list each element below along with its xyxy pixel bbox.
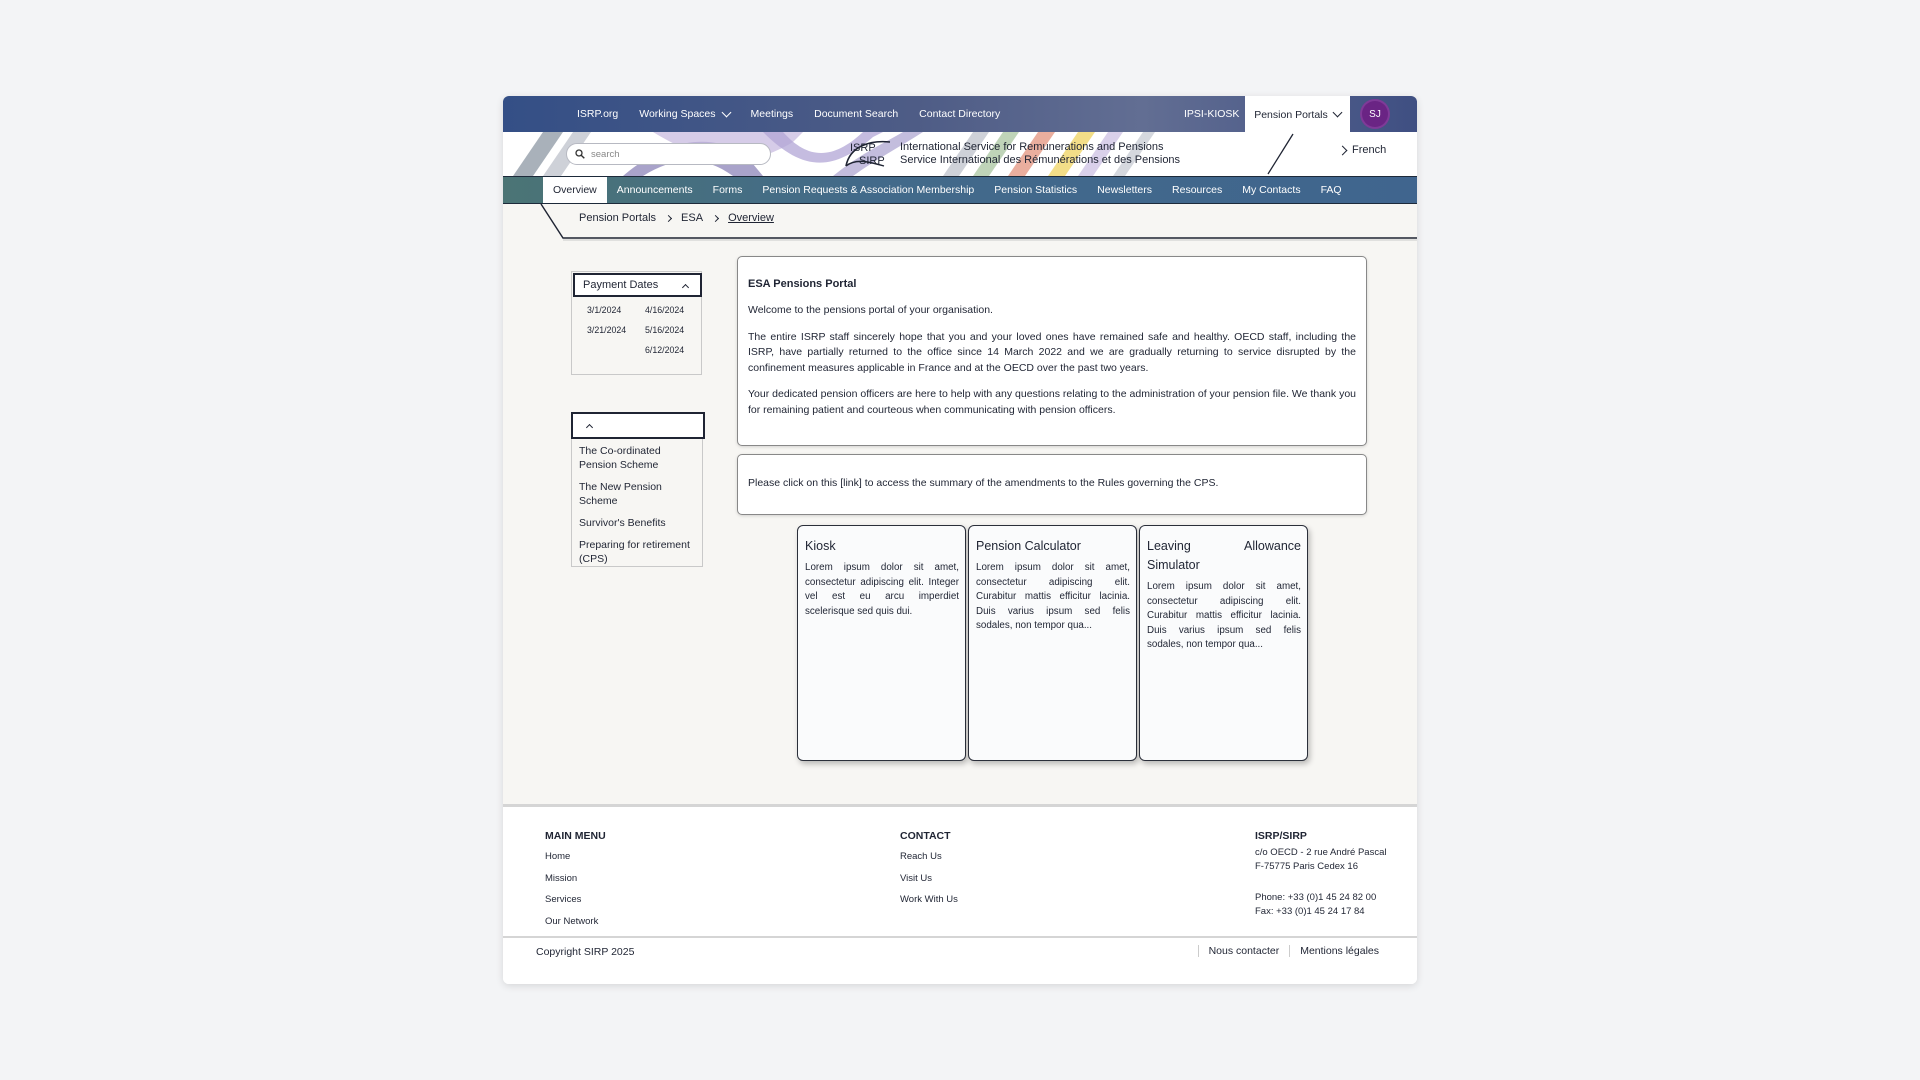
footer-fax: Fax: +33 (0)1 45 24 17 84 [1255, 905, 1365, 917]
pension-portals-dropdown[interactable]: Pension Portals [1245, 96, 1350, 133]
tab-overview[interactable]: Overview [543, 177, 607, 203]
footer-link-mission[interactable]: Mission [545, 872, 578, 884]
footer-phone: Phone: +33 (0)1 45 24 82 00 [1255, 892, 1377, 903]
payment-date: 4/16/2024 [645, 305, 685, 315]
tab-announcements[interactable]: Announcements [616, 184, 693, 196]
search-box [566, 143, 771, 165]
copyright: Copyright SIRP 2025 [536, 946, 635, 958]
card-text: Lorem ipsum dolor sit amet, consectetur adipiscing elit. Curabitur mattis efficitur lacinia. Duis varius ipsum sed felis sodales, non tempor qua... [976, 562, 1130, 631]
chevron-up-icon [682, 284, 689, 291]
contact-us-link[interactable]: Nous contacter [1198, 945, 1290, 957]
payment-date: 5/16/2024 [645, 325, 685, 335]
logo-text-top: ISRP [850, 142, 876, 154]
portal-welcome-text: Welcome to the pensions portal of your organisation. [748, 304, 993, 316]
org-name-fr: Service International des Rémunérations et des Pensions [900, 154, 1181, 166]
legal-links [1198, 945, 1389, 957]
footer-link-reach-us[interactable]: Reach Us [900, 851, 942, 862]
chevron-right-icon [712, 214, 719, 221]
chevron-down-icon [1332, 108, 1342, 118]
footer-address: c/o OECD - 2 rue André Pascal [1255, 847, 1387, 858]
chevron-right-icon [1338, 145, 1348, 155]
footer-link-our-network[interactable]: Our Network [545, 915, 599, 927]
footer-main-menu [545, 829, 606, 954]
side-menu-item-coordinated-scheme[interactable]: The Co-ordinated Pension Scheme [579, 445, 661, 471]
side-menu-list [579, 444, 701, 574]
card-text: Lorem ipsum dolor sit amet, consectetur adipiscing elit. Curabitur mattis efficitur lacinia. Duis varius ipsum sed felis sodales, non tempor qua... [1147, 581, 1301, 650]
card-title: Leaving Allowance Simulator [1147, 539, 1301, 572]
amendments-notice-text[interactable]: Please click on this [link] to access the summary of the amendments to the Rules governing the CPS. [748, 477, 1219, 489]
brand-band [503, 132, 1417, 176]
payment-date: 3/21/2024 [587, 325, 627, 335]
footer-heading: CONTACT [900, 830, 951, 842]
legal-notice-link[interactable]: Mentions légales [1289, 945, 1389, 957]
side-menu-item-survivors-benefits[interactable]: Survivor's Benefits [579, 517, 666, 529]
top-nav-meetings[interactable]: Meetings [750, 108, 794, 120]
breadcrumb-area [503, 204, 1417, 242]
logo-text-bottom: SIRP [859, 155, 885, 167]
side-menu-panel [571, 412, 703, 567]
portal-paragraph: The entire ISRP staff sincerely hope that you and your loved ones have remained safe and healthy. OECD staff, including the ISRP, have partially returned to the office since 14 March 2022 and we are gradually returning to service disrupted by the confinement measures applicable in France and at the OECD over the past two years. [748, 330, 1356, 374]
user-avatar[interactable]: SJ [1362, 101, 1388, 127]
breadcrumb-esa[interactable]: ESA [681, 212, 704, 224]
chevron-down-icon [721, 107, 731, 117]
bottom-bar [503, 936, 1417, 984]
footer-link-home[interactable]: Home [545, 851, 571, 862]
breadcrumb-overview[interactable]: Overview [728, 212, 774, 224]
search-icon [575, 149, 585, 159]
portal-paragraph: Your dedicated pension officers are here to help with any questions relating to the administration of your pension file. We thank you for remaining patient and courteous when communicating with pension officers. [748, 388, 1356, 416]
tab-pension-statistics[interactable]: Pension Statistics [994, 184, 1078, 196]
top-nav [577, 96, 1000, 132]
chevron-up-icon [586, 424, 593, 431]
portal-title: ESA Pensions Portal [748, 278, 857, 290]
amendments-notice-box [737, 454, 1367, 515]
top-nav-document-search[interactable]: Document Search [814, 108, 899, 120]
top-nav-contact-directory[interactable]: Contact Directory [919, 108, 1001, 120]
tab-forms[interactable]: Forms [712, 184, 743, 196]
main-tabs [503, 176, 1417, 204]
portal-welcome-box [737, 256, 1367, 446]
ipsi-kiosk-link[interactable]: IPSI-KIOSK [1184, 108, 1240, 120]
top-nav-isrp-org[interactable]: ISRP.org [577, 108, 619, 120]
tab-newsletters[interactable]: Newsletters [1097, 184, 1153, 196]
footer-link-services[interactable]: Services [545, 894, 582, 905]
search-input[interactable] [591, 149, 751, 160]
payment-date: 3/1/2024 [587, 305, 622, 315]
footer-org [1255, 829, 1386, 918]
pension-calculator-card[interactable] [968, 525, 1137, 761]
language-switch[interactable]: French [1339, 144, 1386, 156]
tab-faq[interactable]: FAQ [1320, 184, 1342, 196]
payment-dates-panel [571, 271, 702, 375]
payment-date: 6/12/2024 [645, 345, 685, 355]
footer-link-work-with-us[interactable]: Work With Us [900, 894, 958, 905]
isrp-logo [840, 136, 894, 172]
card-title: Pension Calculator [976, 539, 1081, 553]
side-menu-item-preparing-retirement[interactable]: Preparing for retirement (CPS) [579, 539, 690, 565]
footer-link-visit-us[interactable]: Visit Us [900, 872, 933, 884]
footer-heading: MAIN MENU [545, 830, 606, 842]
footer-heading: ISRP/SIRP [1255, 830, 1307, 842]
tab-my-contacts[interactable]: My Contacts [1242, 184, 1301, 196]
leaving-allowance-simulator-card[interactable] [1139, 525, 1308, 761]
chevron-right-icon [665, 214, 672, 221]
side-menu-toggle[interactable] [571, 412, 705, 439]
breadcrumb-pension-portals[interactable]: Pension Portals [579, 212, 657, 224]
payment-dates-toggle[interactable]: Payment Dates [573, 273, 702, 297]
tab-pension-requests[interactable]: Pension Requests & Association Membership [762, 184, 975, 196]
footer-address: F-75775 Paris Cedex 16 [1255, 860, 1358, 872]
card-text: Lorem ipsum dolor sit amet, consectetur adipiscing elit. Integer vel est eu arcu imperdiet scelerisque sed quis dui. [805, 562, 959, 617]
payment-date [587, 345, 645, 355]
card-title: Kiosk [805, 539, 836, 553]
top-nav-working-spaces[interactable]: Working Spaces [639, 108, 729, 120]
top-bar [503, 96, 1417, 132]
portal-window [503, 96, 1417, 984]
breadcrumb [579, 212, 774, 224]
side-menu-item-new-scheme[interactable]: The New Pension Scheme [579, 481, 662, 507]
payment-dates-grid [587, 305, 695, 355]
kiosk-card[interactable] [797, 525, 966, 761]
tab-row [543, 177, 1352, 203]
footer-contact [900, 829, 958, 911]
org-names [900, 141, 1180, 167]
org-name-en: International Service for Remunerations and Pensions [900, 141, 1164, 153]
tab-resources[interactable]: Resources [1172, 184, 1223, 196]
